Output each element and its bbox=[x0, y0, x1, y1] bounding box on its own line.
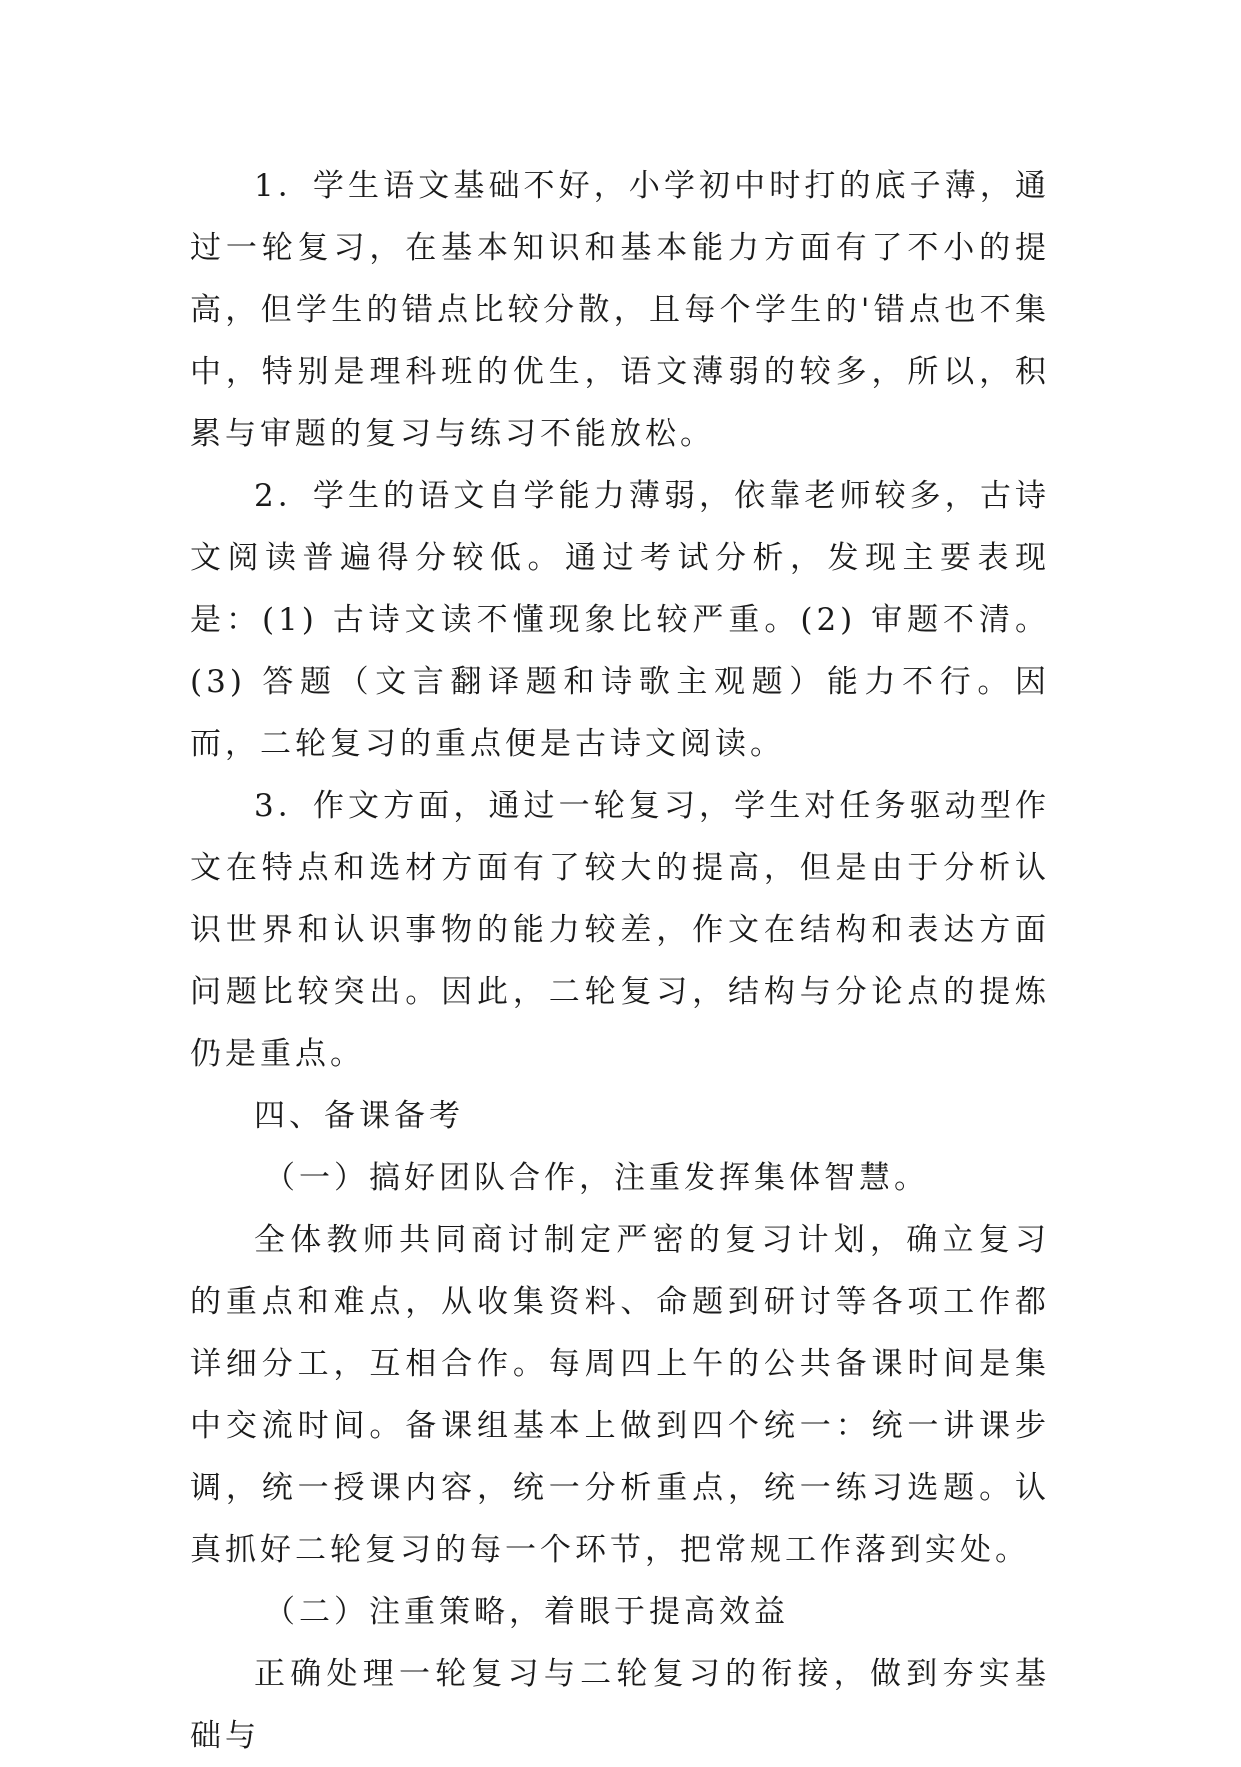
subsection-heading-2: （二）注重策略，着眼于提高效益 bbox=[264, 1594, 789, 1630]
paragraph-point-1: 1．学生语文基础不好，小学初中时打的底子薄，通过一轮复习，在基本知识和基本能力方面有了不小的提高，但学生的错点比较分散，且每个学生的'错点也不集中，特别是理科班的优生，语文薄弱的较多，所以，积累与审题的复习与练习不能放松。 bbox=[190, 168, 1050, 452]
document-body bbox=[190, 155, 1050, 1767]
subsection-heading-1: （一）搞好团队合作，注重发挥集体智慧。 bbox=[264, 1160, 929, 1196]
paragraph-strategy: 正确处理一轮复习与二轮复习的衔接，做到夯实基础与 bbox=[190, 1656, 1050, 1754]
paragraph-teamwork: 全体教师共同商讨制定严密的复习计划，确立复习的重点和难点，从收集资料、命题到研讨等各项工作都详细分工，互相合作。每周四上午的公共备课时间是集中交流时间。备课组基本上做到四个统一：统一讲课步调，统一授课内容，统一分析重点，统一练习选题。认真抓好二轮复习的每一个环节，把常规工作落到实处。 bbox=[190, 1222, 1050, 1568]
section-heading-4: 四、备课备考 bbox=[254, 1098, 464, 1134]
paragraph-point-3: 3．作文方面，通过一轮复习，学生对任务驱动型作文在特点和选材方面有了较大的提高，但是由于分析认识世界和认识事物的能力较差，作文在结构和表达方面问题比较突出。因此，二轮复习，结构与分论点的提炼仍是重点。 bbox=[190, 788, 1050, 1072]
paragraph-point-2: 2．学生的语文自学能力薄弱，依靠老师较多，古诗文阅读普遍得分较低。通过考试分析，发现主要表现是：(1) 古诗文读不懂现象比较严重。(2) 审题不清。(3) 答题（文言翻译题和诗歌主观题）能力不行。因而，二轮复习的重点便是古诗文阅读。 bbox=[190, 478, 1050, 762]
